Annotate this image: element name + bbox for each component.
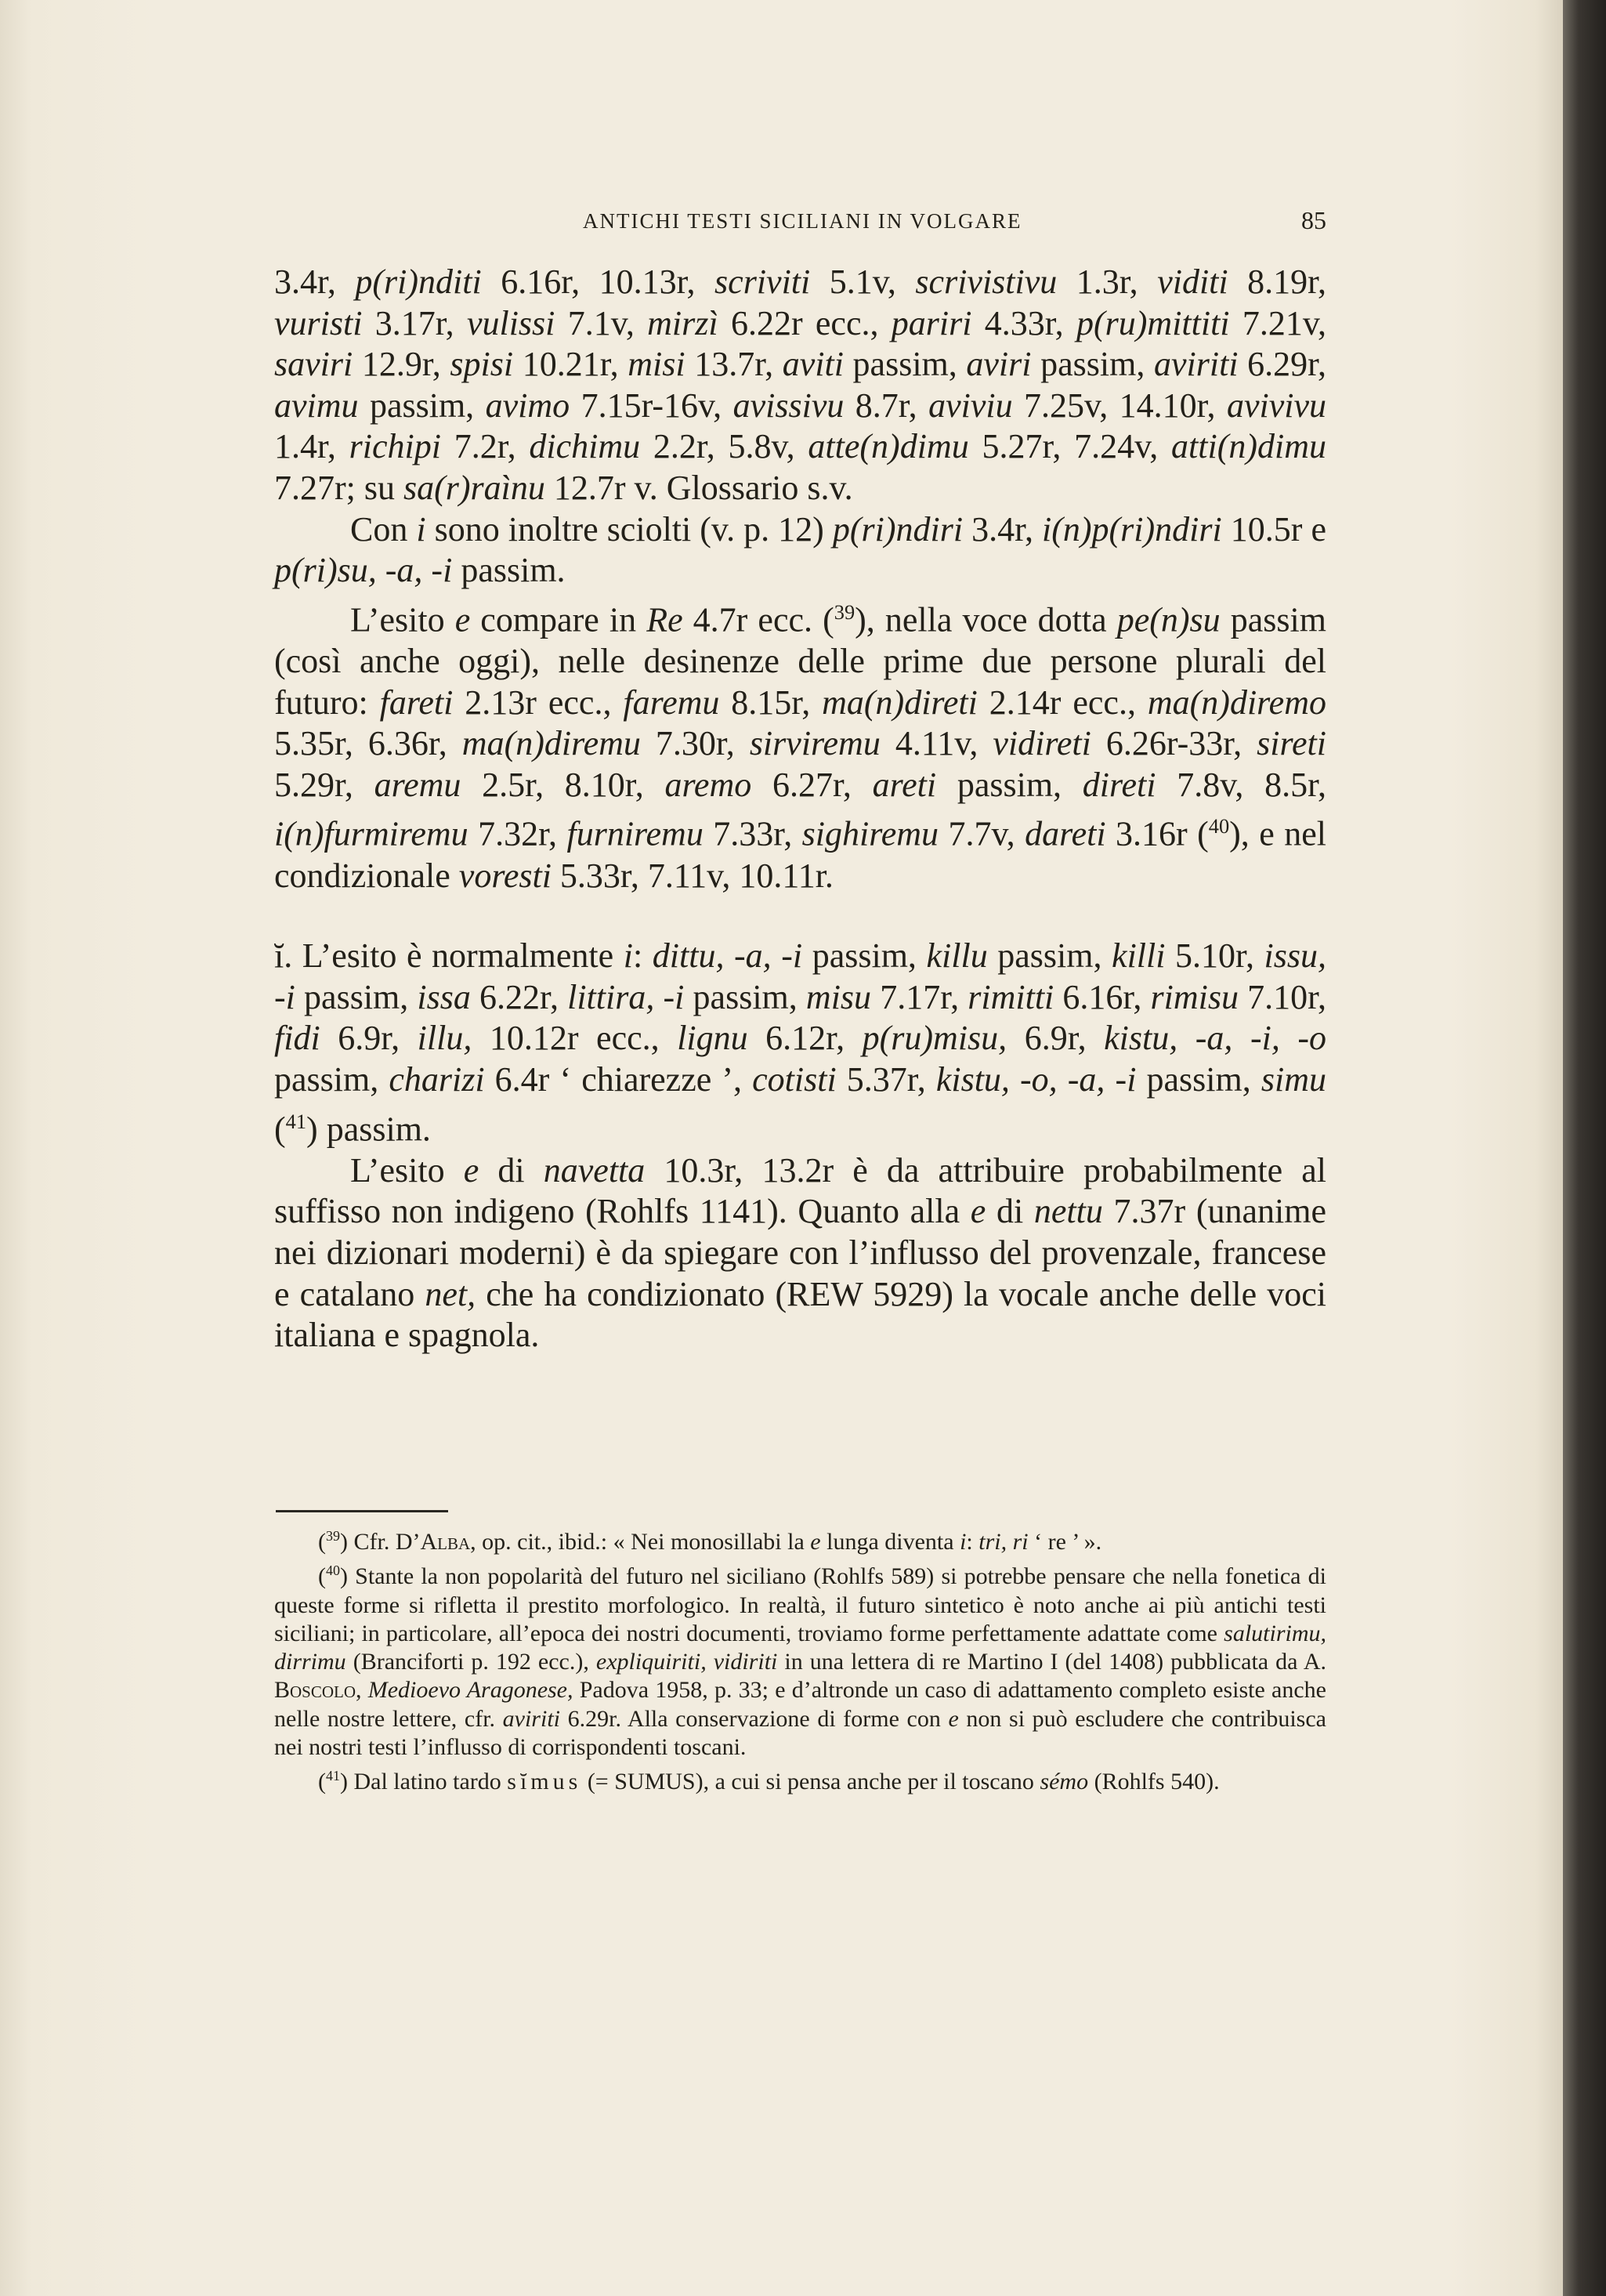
paragraph-short-i: ĭ. L’esito è normalmente i: dittu, -a, -i passim, killu passim, killi 5.10r, issu, -i passim, issa 6.22r, littira, -i passim, misu 7.17r, rimitti 6.16r, rimisu 7.10r, fidi 6.9r, illu, 10.12r ecc., lignu 6.12r, p(ru)misu, 6.9r, kistu, -a, -i, -o passim, charizi 6.4r ‘ chiarezze ’, cotisti 5.37r, kistu, -o, -a, -i passim, simu ($^{41}$) passim.: [274, 936, 1327, 1149]
paragraph-esito-e: L’esito e compare in Re 4.7r ecc. ($^{39}$), nella voce dotta pe(n)su passim (così anche oggi), nelle desinenze delle prime due persone plurali del futuro: fareti 2.13r ecc., faremu 8.15r, ma(n)direti 2.14r ecc., ma(n)diremo 5.35r, 6.36r, ma(n)diremu 7.30r, sirviremu 4.11v, vidireti 6.26r-33r, sireti 5.29r, aremu 2.5r, 8.10r, aremo 6.27r, areti passim, direti 7.8v, 8.5r, i(n)furmiremu 7.32r, furniremu 7.33r, sighiremu 7.7v, dareti 3.16r ($^{40}$), e nel condizionale voresti 5.33r, 7.11v, 10.11r.: [274, 599, 1327, 895]
book-spine-edge: [1563, 0, 1606, 2296]
footnote-39: ($^{39}$) Cfr. D’Alba, op. cit., ibid.: « Nei monosillabi la e lunga diventa i: tri, ri ‘ re ’ ».: [318, 1528, 1102, 1555]
footnote-rule: [276, 1510, 448, 1512]
paragraph-con-i: Con i sono inoltre sciolti (v. p. 12) p(ri)ndiri 3.4r, i(n)p(ri)ndiri 10.5r e p(ri)su, -a, -i passim.: [274, 509, 1327, 590]
footnote-41: ($^{41}$) Dal latino tardo sĭmus (= SUMUS), a cui si pensa anche per il toscano sémo (Rohlfs 540).: [318, 1768, 1220, 1795]
running-header: [271, 206, 1326, 237]
paragraph-verb-forms: 3.4r, p(ri)nditi 6.16r, 10.13r, scriviti 5.1v, scrivistivu 1.3r, viditi 8.19r, vuristi 3.17r, vulissi 7.1v, mirzì 6.22r ecc., pariri 4.33r, p(ru)mittiti 7.21v, saviri 12.9r, spisi 10.21r, misi 13.7r, aviti passim, aviri passim, aviriti 6.29r, avimu passim, avimo 7.15r-16v, avissivu 8.7r, aviviu 7.25v, 14.10r, avivivu 1.4r, richipi 7.2r, dichimu 2.2r, 5.8v, atte(n)dimu 5.27r, 7.24v, atti(n)dimu 7.27r; su sa(r)raìnu 12.7r v. Glossario s.v.: [274, 263, 1327, 507]
footnotes: [274, 1522, 1326, 1797]
paragraph-navetta: L’esito e di navetta 10.3r, 13.2r è da attribuire probabilmente al suffisso non indigeno (Rohlfs 1141). Quanto alla e di nettu 7.37r (unanime nei dizionari moderni) è da spiegare con l’influsso del provenzale, francese e catalano net, che ha condizionato (REW 5929) la vocale anche delle voci italiana e spagnola.: [274, 1150, 1327, 1355]
page-number: 85: [1301, 206, 1326, 234]
main-text: [274, 262, 1326, 1356]
footnote-40: ($^{40}$) Stante la non popolarità del futuro nel siciliano (Rohlfs 589) si potrebbe pensare che nella fonetica di queste forme si rifletta il prestito morfologico. In realtà, il futuro sintetico è noto anche ai più antichi testi siciliani; in particolare, all’epoca dei nostri documenti, troviamo forme perfettamente adattate come salutirimu, dirrimu (Branciforti p. 192 ecc.), expliquiriti, vidiriti in una lettera di re Martino I (del 1408) pubblicata da A. Boscolo, Medioevo Aragonese, Padova 1958, p. 33; e d’altronde un caso di adattamento completo esiste anche nelle nostre lettere, cfr. aviriti 6.29r. Alla conservazione di forme con e non si può escludere che contribuisca nei nostri testi l’influsso di corrispondenti toscani.: [274, 1563, 1327, 1761]
running-title: ANTICHI TESTI SICILIANI IN VOLGARE: [583, 209, 1022, 233]
